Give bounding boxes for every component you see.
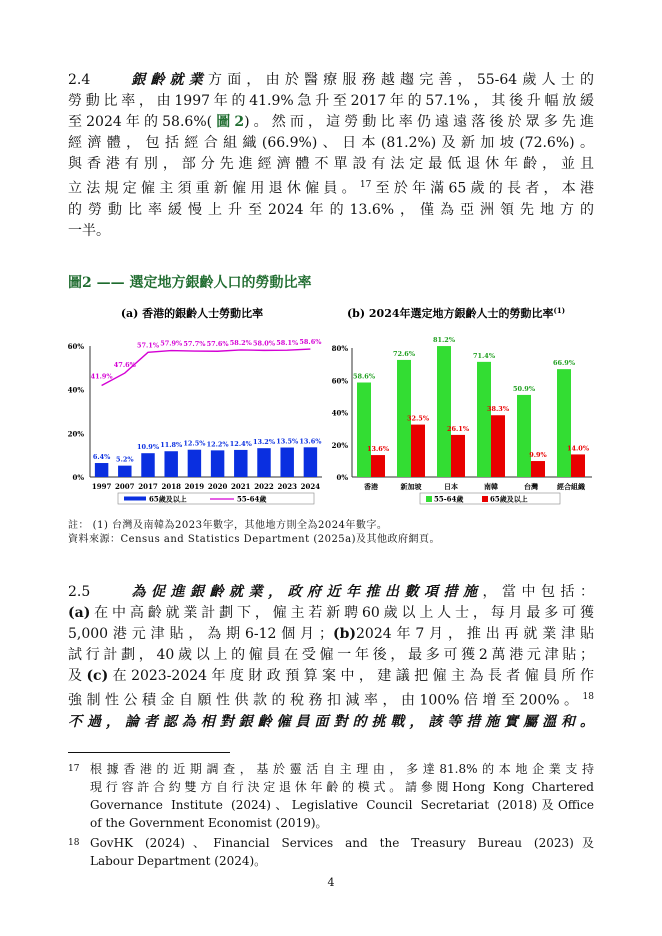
page-number: 4 [327,876,335,889]
para-2-4-line-8: 一半。 [68,222,110,239]
chart-a-plot [68,338,323,504]
chart-b-bar-label: 81.2% [432,336,456,345]
footnote-divider [68,752,230,753]
chart-b-bar-label: 71.4% [472,351,496,360]
chart-a-bar [257,448,270,477]
chart-a-legend-swatch-bar [124,497,146,501]
para-2-4-line-7: 的勞動比率緩慢上升至2024年的13.6%，僅為亞洲領先地方的 [68,201,594,218]
chart-b-legend-swatch-2 [482,496,488,502]
figure-note: 註： (1) 台灣及南韓為2023年數字，其他地方則全為2024年數字。 [68,520,388,531]
chart-a-x-tick: 2021 [231,482,251,491]
chart-b-bar [477,362,491,477]
chart-a-x-tick: 1997 [91,482,112,491]
footnote-ref-17[interactable]: 17 [359,180,372,190]
chart-a-y-tick: 60% [67,342,84,351]
chart-b-bar-label: 72.6% [392,349,416,358]
chart-a-bar [118,466,131,477]
chart-a-line-label: 57.9% [160,339,183,348]
chart-a-title: (a) 香港的銀齡人士勞動比率 [120,307,264,320]
para-2-5-line-5: 及(c)在2023-2024年度財政預算案中，建議把僱主為長者僱員所作 [68,668,594,684]
chart-a-bar [280,448,293,477]
chart-a-line-label: 57.1% [136,341,160,350]
chart-a-bar-label: 12.5% [183,439,206,448]
chart-a-y-tick: 0% [72,473,84,482]
footnote-mark: 17 [68,764,80,774]
chart-a-x-tick: 2019 [184,482,205,491]
chart-b-bar [491,415,505,477]
chart-b-bar-label: 58.6% [352,372,376,381]
chart-a-legend-label-line: 55-64歲 [237,494,267,504]
chart-a-line-label: 58.0% [252,339,276,348]
chart-b-bar-label: 38.3% [486,405,510,414]
chart-b-bar-label: 13.6% [366,445,390,454]
chart-a-bar [211,450,224,477]
chart-a-bar-label: 6.4% [92,453,111,462]
footnote-ref-18[interactable]: 18 [582,692,594,702]
chart-b-bar-label: 14.0% [566,444,590,453]
chart-b-bar [371,455,385,477]
chart-a-bar-label: 13.5% [276,437,299,446]
figure-charts [0,302,662,512]
chart-a-bar [95,463,108,477]
chart-a-x-tick: 2007 [115,482,135,491]
keyword-highlight: 為促進銀齡就業，政府近年推出數項措施 [126,584,483,600]
para-2-4-line-1: 2.4 銀齡就業方面，由於醫療服務越趨完善，55-64歲人士的 [68,70,594,91]
chart-b-x-tick: 南韓 [484,482,498,491]
chart-a-bar-label: 13.2% [252,438,276,447]
para-2-5-line-7: 不過，論者認為相對銀齡僱員面對的挑戰，該等措施實屬溫和。 [68,713,594,730]
chart-a-x-tick: 2024 [300,482,321,491]
chart-b-bar-label: 26.1% [446,424,470,433]
para-2-4-line-6: 立法規定僱主須重新僱用退休僱員。$^{17}$至於年滿65歲的長者，本港 [68,180,594,197]
chart-a-x-tick: 2023 [277,482,297,491]
chart-a-bar-label: 11.8% [160,441,183,450]
chart-a-bar-label: 5.2% [116,455,134,464]
chart-b-bar [571,454,585,477]
chart-b-y-tick: 40% [331,408,348,418]
chart-b-bar-label: 32.5% [406,414,430,423]
chart-a-bar-label: 12.4% [229,439,252,448]
footnote-18: 18 GovHK (2024)、Financial Services and the Treasury Bureau (2023)及 Labour Department (2024)。 [68,836,594,868]
chart-a-bar [141,453,154,477]
chart-a-x-tick: 2022 [254,482,274,491]
para-2-5-line-3: 5,000港元津貼，為期6-12個月；(b)2024年7月，推出再就業津貼 [68,626,594,642]
chart-b-x-tick: 日本 [444,482,458,491]
chart-b-x-tick: 經合組織 [557,482,585,491]
chart-b-bar [451,435,465,477]
section-number: 2.4 [68,72,91,88]
para-2-4-line-3: 至2024年的58.6%(圖2)。然而，這勞動比率仍遠遠落後於眾多先進 [68,114,594,130]
chart-a-line-label: 58.2% [229,338,252,347]
footnote-17: 17 根據香港的近期調查，基於靈活自主理由，多達81.8%的本地企業支持 現行容許合約雙方自行決定退休年齡的模式。請參閱Hong Kong Chartered Governance Institute (2024)、Legislative Council Secretariat (2018)及Office of the Government Economist (2019)。 [68,762,594,830]
chart-a-line-label: 47.6% [113,361,136,370]
chart-a-line-label: 57.7% [183,340,206,349]
chart-b-bar [437,346,451,477]
chart-a-bar-label: 10.9% [136,443,160,452]
chart-b-y-tick: 60% [331,376,348,386]
chart-a-bar [304,447,317,477]
paragraph-2-4 [68,70,594,242]
chart-b-y-tick: 0% [336,473,348,482]
figure-source: 資料來源：Census and Statistics Department (2025a)及其他政府網頁。 [68,534,441,545]
chart-b-bar [557,369,571,477]
chart-b-bar [357,383,371,477]
chart-b-bar [517,395,531,477]
chart-b-title: (b) 2024年選定地方銀齡人士的勞動比率$^{(1)}$ [346,306,566,320]
para-2-4-line-5: 與香港有別，部分先進經濟體不單設有法定最低退休年齡，並且 [68,156,594,172]
chart-a-y-tick: 20% [67,429,84,439]
chart-a-line-label: 41.9% [90,372,113,381]
chart-b-bar-label: 9.9% [529,451,547,460]
chart-a-bar-label: 13.6% [299,437,322,446]
chart-b-plot [332,336,592,504]
paragraph-2-5 [68,582,594,733]
para-2-4-line-4: 經濟體，包括經合組織(66.9%)、日本(81.2%)及新加坡(72.6%)。 [68,135,594,151]
para-2-4-line-2: 勞動比率，由1997年的41.9%急升至2017年的57.1%，其後升幅放緩 [68,93,594,109]
keyword-highlight: 銀齡就業 [126,72,209,88]
chart-b-x-tick: 香港 [364,482,378,491]
chart-b-bar-label: 50.9% [512,384,536,393]
chart-b-x-tick: 台灣 [524,482,538,491]
chart-a-line-label: 58.6% [299,338,322,347]
chart-b-bar-label: 66.9% [552,359,576,368]
chart-a-x-tick: 2020 [207,482,228,491]
chart-b-x-tick: 新加坡 [400,482,422,491]
para-2-5-line-1: 2.5 為促進銀齡就業，政府近年推出數項措施，當中包括： [68,582,594,603]
footnote-mark: 18 [68,838,80,848]
chart-a-bar [188,450,201,477]
chart-b-y-tick: 20% [331,440,348,450]
chart-a-line-label: 58.1% [276,339,299,348]
chart-b-legend-label-2: 65歲及以上 [490,494,528,504]
figure-reference[interactable]: 圖2 [212,114,245,130]
chart-a-x-tick: 2017 [138,482,158,491]
chart-a-x-tick: 2018 [161,482,181,491]
figure-title: 圖2 —— 選定地方銀齡人口的勞動比率 [68,275,312,291]
chart-b-legend-label-1: 55-64歲 [434,494,464,504]
chart-b-bar [411,425,425,477]
chart-a-bar [164,451,177,477]
chart-a-bar [234,450,247,477]
section-number: 2.5 [68,584,91,600]
chart-b-y-tick: 80% [331,344,348,353]
chart-b-bar [531,461,545,477]
chart-a-bar-label: 12.2% [206,440,229,449]
para-2-5-line-2: (a)在中高齡就業計劃下，僱主若新聘60歲以上人士，每月最多可獲 [68,605,594,621]
chart-a-line-label: 57.6% [206,340,229,349]
chart-a-y-tick: 40% [67,385,84,395]
para-2-5-line-4: 試行計劃，40歲以上的僱員在受僱一年後，最多可獲2萬港元津貼； [68,647,594,663]
chart-b-legend-swatch-1 [426,496,432,502]
chart-a-legend-label-bar: 65歲及以上 [149,494,187,504]
para-2-5-line-6: 強制性公積金自願性供款的稅務扣減率，由100%倍增至200%。$^{18}$ [68,692,594,709]
